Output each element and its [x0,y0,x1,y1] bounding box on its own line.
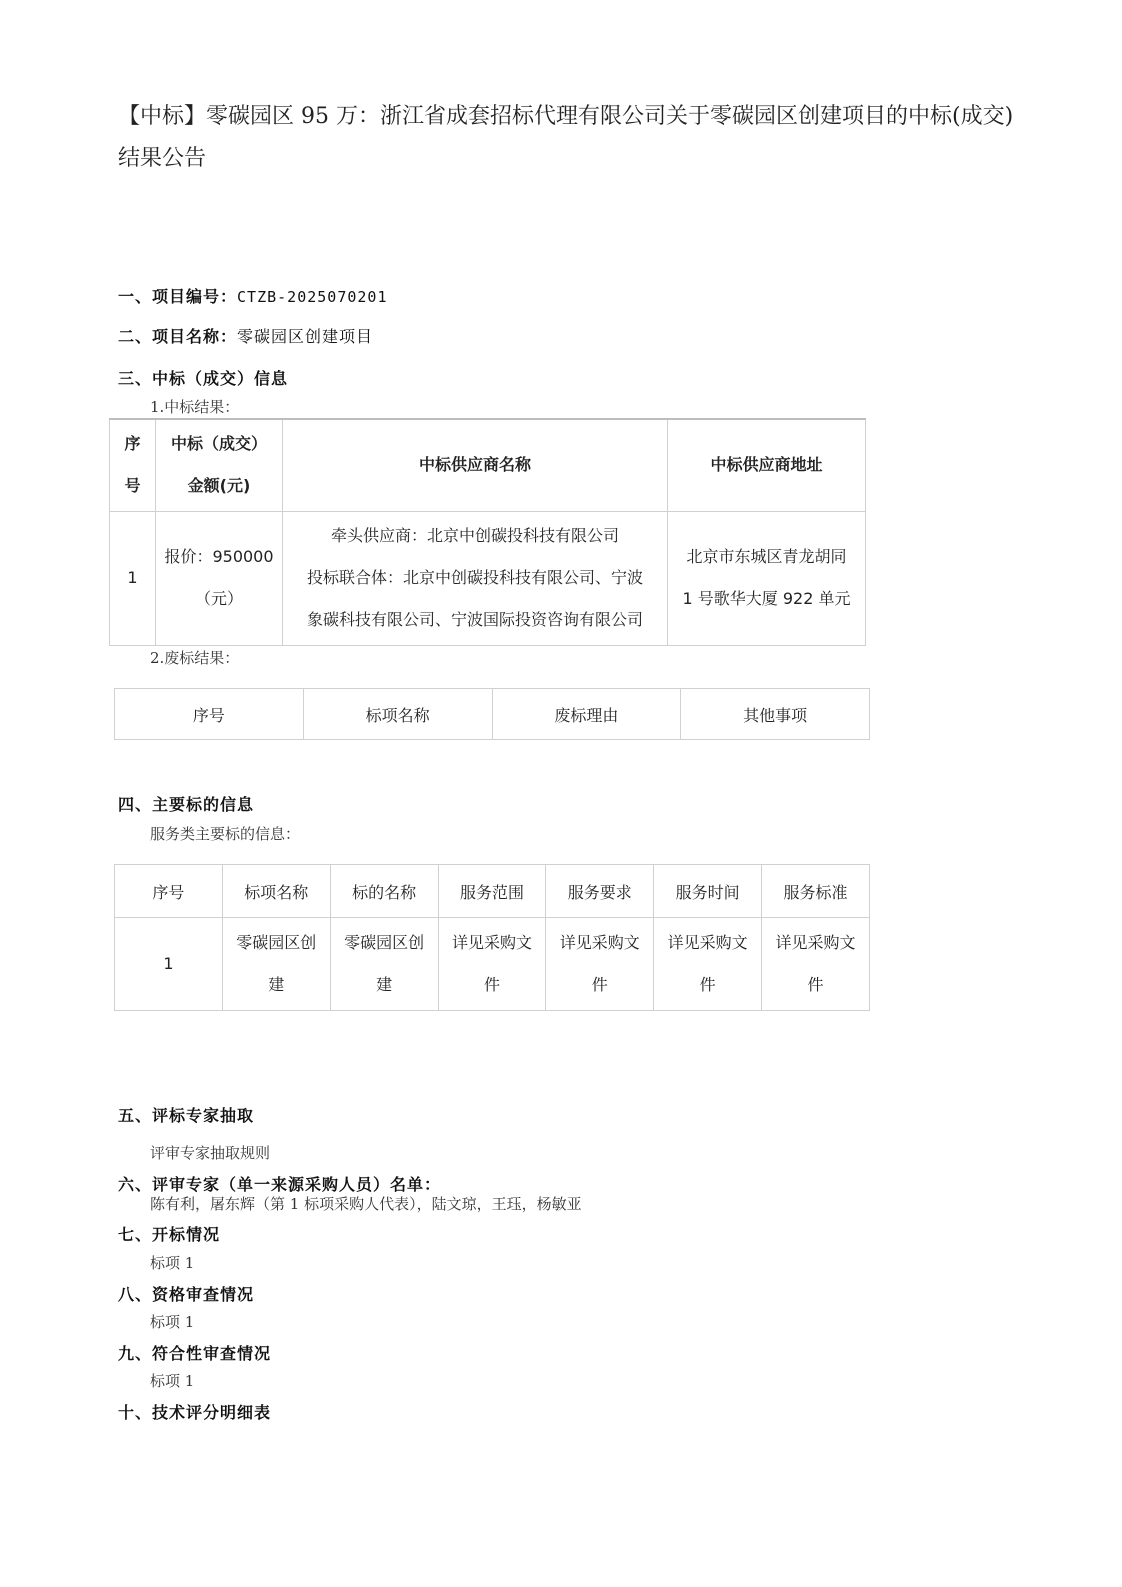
table-row [115,918,870,1011]
cell-service-standard: 详见采购文 件 [762,918,870,1011]
compliance-review-item: 标项 1 [150,1372,195,1390]
bid-opening-item: 标项 1 [150,1254,195,1272]
project-name: 零碳园区创建项目 [237,327,374,346]
section-qualification-review: 八、资格审查情况 [118,1285,255,1304]
header-supplier: 中标供应商名称 [283,419,668,511]
subject-info-label: 服务类主要标的信息： [150,825,301,843]
table-row [110,511,866,645]
section-expert-list: 六、评审专家（单一来源采购人员）名单： [118,1175,442,1194]
cell-service-time: 详见采购文 件 [654,918,762,1011]
void-result-label: 2.废标结果： [150,649,240,667]
header-cell: 服务要求 [546,865,654,918]
award-table-header [110,419,866,511]
header-cell: 服务范围 [438,865,546,918]
cell-service-requirement: 详见采购文 件 [546,918,654,1011]
section-expert-selection: 五、评标专家抽取 [118,1106,255,1125]
header-cell: 标项名称 [303,689,492,740]
header-cell: 服务时间 [654,865,762,918]
header-seq: 序 号 [110,419,156,511]
cell-amount: 报价：950000 （元） [156,511,283,645]
header-address: 中标供应商地址 [668,419,866,511]
award-table [109,418,866,646]
cell-seq: 1 [110,511,156,645]
cell-service-scope: 详见采购文 件 [438,918,546,1011]
header-cell: 服务标准 [762,865,870,918]
header-cell: 序号 [115,865,223,918]
void-table [114,688,870,740]
cell-seq: 1 [115,918,223,1011]
header-cell: 标项名称 [222,865,330,918]
section-award-info: 三、中标（成交）信息 [118,369,289,388]
section-project-number [118,284,387,307]
section-label: 二、项目名称： [118,327,238,346]
section-compliance-review: 九、符合性审查情况 [118,1344,272,1363]
header-cell: 其他事项 [681,689,870,740]
section-label: 一、项目编号： [118,287,238,306]
header-cell: 标的名称 [330,865,438,918]
project-number: CTZB-2025070201 [237,288,388,306]
subject-table [114,864,870,1011]
header-cell: 序号 [115,689,304,740]
cell-item-name: 零碳园区创 建 [222,918,330,1011]
award-result-label: 1.中标结果： [150,398,240,416]
header-amount: 中标（成交） 金额(元) [156,419,283,511]
section-technical-scoring: 十、技术评分明细表 [118,1403,272,1422]
cell-address: 北京市东城区青龙胡同 1 号歌华大厦 922 单元 [668,511,866,645]
expert-names: 陈有利，屠东辉（第 1 标项采购人代表），陆文琼，王珏，杨敏亚 [150,1195,582,1213]
section-subject-info: 四、主要标的信息 [118,795,255,814]
cell-supplier: 牵头供应商：北京中创碳投科技有限公司 投标联合体：北京中创碳投科技有限公司、宁波 象碳科技有限公司、宁波国际投资咨询有限公司 [283,511,668,645]
qualification-review-item: 标项 1 [150,1313,195,1331]
section-project-name [118,324,373,347]
void-table-header [115,689,870,740]
header-cell: 废标理由 [492,689,681,740]
expert-selection-rules: 评审专家抽取规则 [150,1144,271,1162]
cell-subject-name: 零碳园区创 建 [330,918,438,1011]
subject-table-header [115,865,870,918]
document-title: 【中标】零碳园区 95 万：浙江省成套招标代理有限公司关于零碳园区创建项目的中标(成交)结果公告 [118,104,1014,171]
section-bid-opening: 七、开标情况 [118,1225,221,1244]
